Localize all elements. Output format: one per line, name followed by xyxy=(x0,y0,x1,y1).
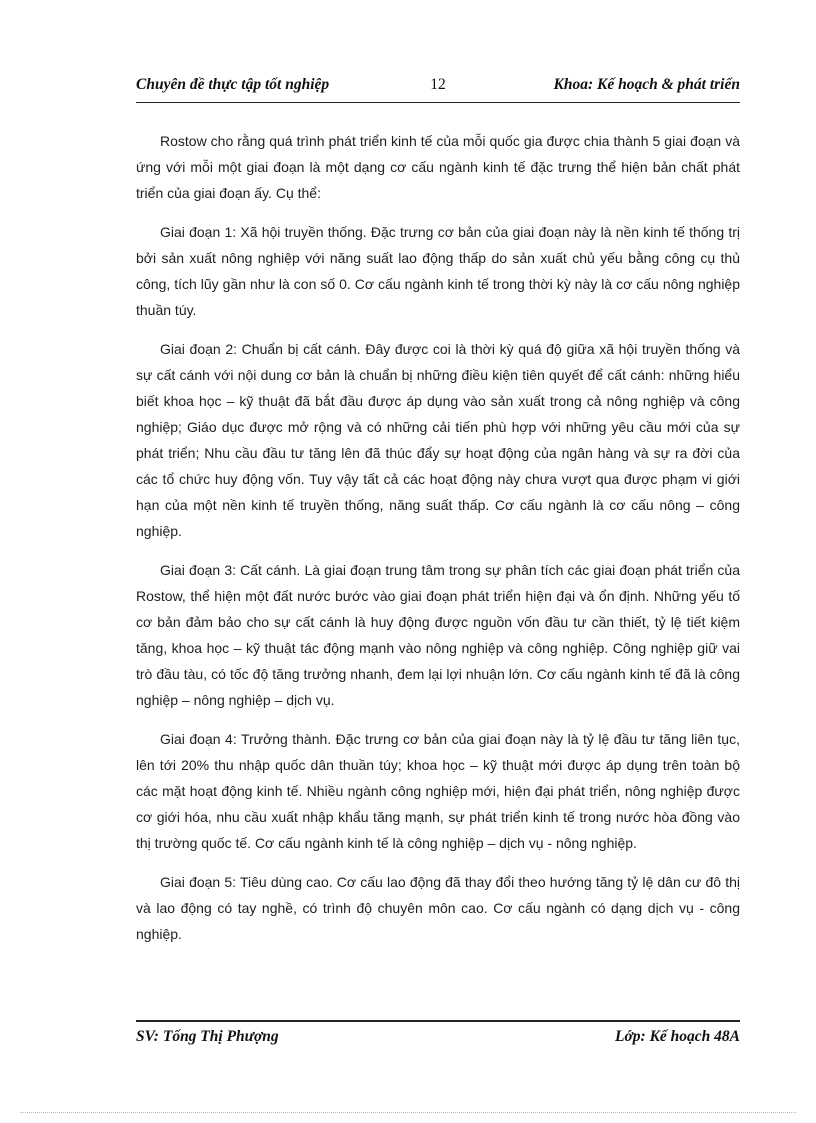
page-number: 12 xyxy=(430,76,446,93)
header-department: Khoa: Kế hoạch & phát triển xyxy=(553,76,740,93)
header-divider xyxy=(136,102,740,103)
paragraph-stage-4: Giai đoạn 4: Trưởng thành. Đặc trưng cơ bản của giai đoạn này là tỷ lệ đầu tư tăng liên tục, lên tới 20% thu nhập quốc dân thuần túy; khoa học – kỹ thuật mới được áp dụng trên toàn bộ các mặt hoạt động kinh tế. Nhiều ngành công nghiệp mới, hiện đại phát triển, nông nghiệp được cơ giới hóa, nhu cầu xuất nhập khẩu tăng mạnh, sự phát triển kinh tế trong nước hòa đồng vào thị trường quốc tế. Cơ cấu ngành kinh tế là công nghiệp – dịch vụ - nông nghiệp. xyxy=(136,731,740,851)
header-title: Chuyên đề thực tập tốt nghiệp xyxy=(136,76,330,93)
page-edge-divider xyxy=(20,1112,796,1113)
paragraph-stage-2: Giai đoạn 2: Chuẩn bị cất cánh. Đây được coi là thời kỳ quá độ giữa xã hội truyền thống và sự cất cánh với nội dung cơ bản là chuẩn bị những điều kiện tiên quyết để cất cánh: những hiểu biết khoa học – kỹ thuật đã bắt đầu được áp dụng vào sản xuất trong cả nông nghiệp và công nghiệp; Giáo dục được mở rộng và có những cải tiến phù hợp với những yêu cầu mới của sự phát triển; Nhu cầu đầu tư tăng lên đã thúc đẩy sự hoạt động của ngân hàng và sự ra đời của các tổ chức huy động vốn. Tuy vậy tất cả các hoạt động này chưa vượt qua được phạm vi giới hạn của một nền kinh tế truyền thống, năng suất thấp. Cơ cấu ngành là cơ cấu nông – công nghiệp. xyxy=(136,341,740,539)
paragraph-intro: Rostow cho rằng quá trình phát triển kinh tế của mỗi quốc gia được chia thành 5 giai đoạn và ứng với mỗi một giai đoạn là một dạng cơ cấu ngành kinh tế đặc trưng thể hiện bản chất phát triển của giai đoạn ấy. Cụ thể: xyxy=(136,133,740,201)
paragraph-stage-5: Giai đoạn 5: Tiêu dùng cao. Cơ cấu lao động đã thay đổi theo hướng tăng tỷ lệ dân cư đô thị và lao động có tay nghề, có trình độ chuyên môn cao. Cơ cấu ngành có dạng dịch vụ - công nghiệp. xyxy=(136,874,740,942)
footer-divider xyxy=(136,1020,740,1022)
page-header xyxy=(136,76,740,102)
footer-student: SV: Tống Thị Phượng xyxy=(136,1028,279,1045)
paragraph-stage-1: Giai đoạn 1: Xã hội truyền thống. Đặc trưng cơ bản của giai đoạn này là nền kinh tế thống trị bởi sản xuất nông nghiệp với năng suất lao động thấp do sản xuất chủ yếu bằng công cụ thủ công, tích lũy gần như là con số 0. Cơ cấu ngành kinh tế trong thời kỳ này là cơ cấu nông nghiệp thuần túy. xyxy=(136,224,740,318)
paragraph-stage-3: Giai đoạn 3: Cất cánh. Là giai đoạn trung tâm trong sự phân tích các giai đoạn phát triển của Rostow, thể hiện một đất nước bước vào giai đoạn phát triển hiện đại và ổn định. Những yếu tố cơ bản đảm bảo cho sự cất cánh là huy động được nguồn vốn đầu tư cần thiết, tỷ lệ tiết kiệm tăng, khoa học – kỹ thuật tác động mạnh vào nông nghiệp và công nghiệp. Công nghiệp giữ vai trò đầu tàu, có tốc độ tăng trưởng nhanh, đem lại lợi nhuận lớn. Cơ cấu ngành kinh tế đã là công nghiệp – nông nghiệp – dịch vụ. xyxy=(136,562,740,708)
document-body xyxy=(136,128,740,960)
footer-class: Lớp: Kế hoạch 48A xyxy=(615,1028,740,1045)
